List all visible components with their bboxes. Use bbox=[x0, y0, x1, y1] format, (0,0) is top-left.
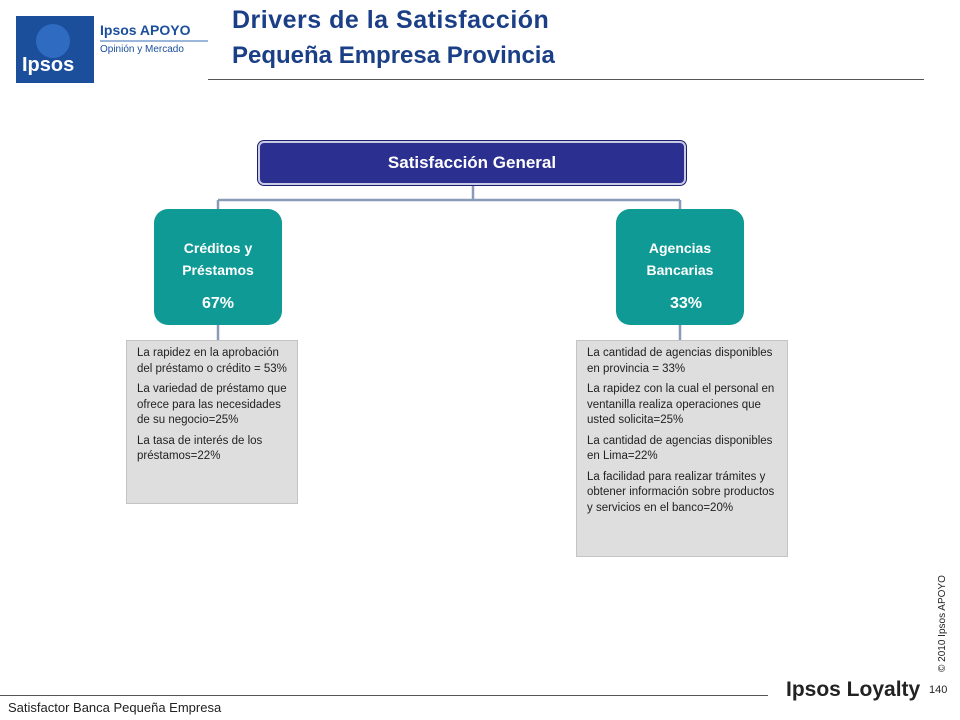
ipsos-loyalty-logo: Ipsos Loyalty bbox=[786, 678, 921, 701]
detail-item: La rapidez con la cual el personal en ventanilla realiza operaciones que usted solicita=25% bbox=[587, 383, 775, 426]
footer-divider bbox=[0, 695, 768, 696]
node-label: Créditos y Préstamos bbox=[182, 240, 254, 278]
brand-name: Ipsos APOYO bbox=[100, 22, 191, 38]
node-agencias-bancarias bbox=[616, 209, 744, 325]
detail-item: La cantidad de agencias disponibles en Lima=22% bbox=[587, 434, 773, 462]
detail-item: La variedad de préstamo que ofrece para las necesidades de su negocio=25% bbox=[137, 383, 287, 426]
page-number: 140 bbox=[929, 684, 948, 696]
copyright-text: © 2010 Ipsos APOYO bbox=[937, 575, 948, 672]
root-node-satisfaccion-general: Satisfacción General bbox=[258, 141, 686, 185]
node-label: Agencias Bancarias bbox=[646, 240, 714, 278]
page-title: Drivers de la Satisfacción bbox=[232, 6, 550, 34]
detail-item: La rapidez en la aprobación del préstamo o crédito = 53% bbox=[137, 347, 287, 375]
detail-box-agencias bbox=[576, 340, 788, 557]
brand-subtitle: Opinión y Mercado bbox=[100, 44, 184, 55]
node-value: 33% bbox=[669, 295, 703, 312]
footer-text: Satisfactor Banca Pequeña Empresa bbox=[8, 700, 222, 715]
detail-item: La facilidad para realizar trámites y obtener información sobre productos y servicios en el banco=20% bbox=[587, 470, 775, 514]
node-value: 67% bbox=[201, 295, 235, 312]
detail-item: La cantidad de agencias disponibles en provincia = 33% bbox=[587, 347, 773, 375]
detail-item: La tasa de interés de los préstamos=22% bbox=[137, 434, 263, 462]
logo-text: Ipsos bbox=[22, 54, 75, 76]
node-creditos-prestamos bbox=[154, 209, 282, 325]
page-subtitle: Pequeña Empresa Provincia bbox=[232, 42, 555, 69]
detail-box-creditos bbox=[126, 340, 298, 504]
